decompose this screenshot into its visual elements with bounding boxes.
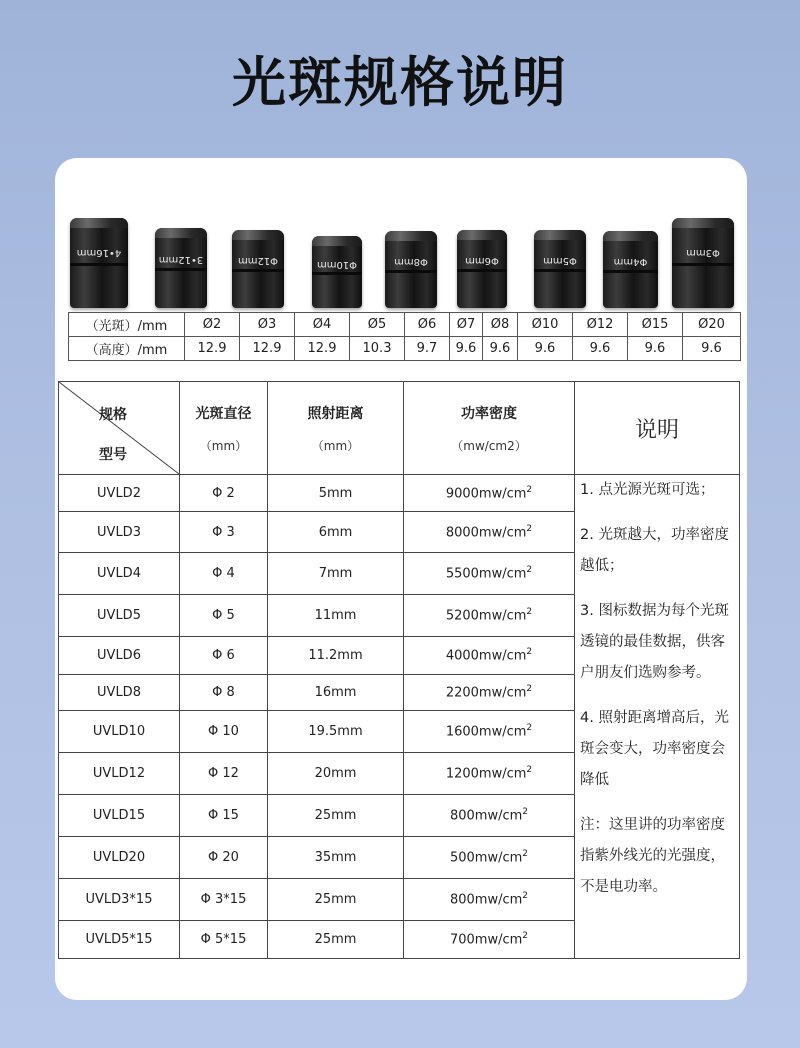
distance-cell: 5mm (268, 475, 404, 512)
spot-cell: Ø15 (628, 313, 683, 337)
model-header-label: 型号 (99, 447, 127, 463)
density-header (404, 382, 575, 475)
spot-row (69, 313, 741, 337)
lens-image (534, 230, 586, 308)
density-value: 800mw/cm (449, 808, 523, 824)
height-cell: 12.9 (240, 337, 295, 361)
height-cell: 9.6 (628, 337, 683, 361)
distance-cell: 7mm (268, 553, 404, 595)
lens-label: Φ5mm (543, 254, 577, 266)
height-cell: 9.6 (450, 337, 483, 361)
note-item: 注：这里讲的功率密度指紫外线光的光强度，不是电功率。 (580, 817, 725, 895)
lens-image (312, 236, 362, 308)
diameter-cell: Φ 5*15 (180, 921, 268, 959)
lens-image (385, 231, 437, 308)
height-cell: 9.6 (683, 337, 741, 361)
height-cell: 9.6 (573, 337, 628, 361)
diameter-cell: Φ 5 (180, 595, 268, 637)
density-unit-superscript: 2 (526, 684, 533, 695)
density-value: 5200mw/cm (445, 608, 527, 624)
height-cell: 12.9 (295, 337, 350, 361)
distance-cell: 25mm (268, 921, 404, 959)
distance-cell: 16mm (268, 675, 404, 711)
distance-cell: 6mm (268, 512, 404, 553)
distance-cell: 35mm (268, 837, 404, 879)
density-value: 800mw/cm (449, 892, 523, 908)
lens-image (232, 230, 284, 308)
distance-header-unit: （mm） (311, 438, 360, 453)
density-unit-superscript: 2 (526, 484, 533, 495)
spot-cell: Ø4 (295, 313, 350, 337)
density-cell (404, 921, 575, 959)
height-cell: 12.9 (185, 337, 240, 361)
distance-cell: 19.5mm (268, 711, 404, 753)
spot-cell: Ø10 (518, 313, 573, 337)
diameter-cell: Φ 10 (180, 711, 268, 753)
spot-cell: Ø6 (405, 313, 450, 337)
model-cell: UVLD20 (59, 837, 180, 879)
lens-label: Φ8mm (394, 255, 428, 267)
row-label: （高度）/mm (69, 337, 185, 361)
table-row (59, 475, 740, 512)
diameter-header-unit: （mm） (199, 438, 248, 453)
model-cell: UVLD2 (59, 475, 180, 512)
model-cell: UVLD10 (59, 711, 180, 753)
density-cell (404, 512, 575, 553)
model-cell: UVLD6 (59, 637, 180, 675)
density-value: 500mw/cm (449, 850, 523, 866)
lens-image (155, 228, 207, 308)
density-value: 5500mw/cm (445, 566, 527, 582)
spec-card (55, 158, 747, 1000)
lens-image (603, 231, 658, 308)
spot-cell: Ø12 (573, 313, 628, 337)
density-cell (404, 795, 575, 837)
distance-cell: 20mm (268, 753, 404, 795)
lens-label: 3•12mm (158, 253, 204, 265)
height-cell: 9.6 (483, 337, 518, 361)
lens-label: Φ6mm (465, 254, 499, 266)
density-header-unit: （mw/cm2） (451, 438, 527, 453)
height-cell: 10.3 (350, 337, 405, 361)
density-unit-superscript: 2 (526, 723, 533, 734)
density-unit-superscript: 2 (522, 891, 529, 902)
density-value: 8000mw/cm (445, 525, 527, 541)
diameter-cell: Φ 15 (180, 795, 268, 837)
model-cell: UVLD5 (59, 595, 180, 637)
density-value: 1600mw/cm (445, 724, 527, 740)
lens-image (70, 218, 128, 308)
spot-cell: Ø20 (683, 313, 741, 337)
density-unit-superscript: 2 (522, 807, 529, 818)
lens-image (672, 218, 734, 308)
lens-label: 4•16mm (76, 246, 122, 258)
density-cell (404, 553, 575, 595)
density-unit-superscript: 2 (522, 931, 529, 942)
distance-cell: 11mm (268, 595, 404, 637)
page-title: 光斑规格说明 (232, 51, 568, 114)
table-header-row (59, 382, 740, 475)
diameter-header (180, 382, 268, 475)
model-cell: UVLD3 (59, 512, 180, 553)
height-row (69, 337, 741, 361)
density-cell (404, 879, 575, 921)
distance-cell: 25mm (268, 795, 404, 837)
note-item: 4. 照射距离增高后，光斑会变大，功率密度会降低 (580, 710, 729, 788)
note-item: 3. 图标数据为每个光斑透镜的最佳数据，供客户朋友们选购参考。 (580, 603, 729, 681)
diameter-cell: Φ 2 (180, 475, 268, 512)
diameter-cell: Φ 20 (180, 837, 268, 879)
distance-header (268, 382, 404, 475)
distance-cell: 25mm (268, 879, 404, 921)
row-label: （光斑）/mm (69, 313, 185, 337)
diameter-header-label: 光斑直径 (195, 405, 252, 422)
density-unit-superscript: 2 (522, 849, 529, 860)
model-cell: UVLD12 (59, 753, 180, 795)
density-cell (404, 595, 575, 637)
table-body (59, 475, 740, 959)
height-cell: 9.6 (518, 337, 573, 361)
distance-header-label: 照射距离 (307, 405, 364, 422)
diameter-cell: Φ 4 (180, 553, 268, 595)
density-value: 9000mw/cm (445, 486, 527, 502)
model-cell: UVLD15 (59, 795, 180, 837)
notes-cell (575, 475, 740, 959)
density-cell (404, 753, 575, 795)
model-cell: UVLD5*15 (59, 921, 180, 959)
density-value: 4000mw/cm (445, 648, 527, 664)
spec-table (58, 381, 740, 959)
note-item: 2. 光斑越大，功率密度越低； (580, 527, 729, 574)
diameter-cell: Φ 6 (180, 637, 268, 675)
density-unit-superscript: 2 (526, 565, 533, 576)
density-value: 2200mw/cm (445, 685, 527, 701)
lens-image (457, 230, 507, 308)
density-cell (404, 675, 575, 711)
explain-header: 说明 (575, 382, 740, 475)
lens-label: Φ12mm (237, 254, 279, 266)
spot-cell: Ø5 (350, 313, 405, 337)
diameter-cell: Φ 8 (180, 675, 268, 711)
density-cell (404, 837, 575, 879)
density-cell (404, 711, 575, 753)
density-unit-superscript: 2 (526, 523, 533, 534)
spot-cell: Ø7 (450, 313, 483, 337)
density-cell (404, 637, 575, 675)
model-cell: UVLD3*15 (59, 879, 180, 921)
lens-label: Φ4mm (613, 255, 648, 267)
density-unit-superscript: 2 (526, 647, 533, 658)
model-cell: UVLD4 (59, 553, 180, 595)
density-header-label: 功率密度 (461, 405, 517, 422)
spec-model-header (59, 382, 180, 475)
density-value: 1200mw/cm (445, 766, 527, 782)
lens-label: Φ10mm (316, 259, 358, 271)
model-cell: UVLD8 (59, 675, 180, 711)
lens-label: Φ3mm (686, 246, 720, 258)
density-unit-superscript: 2 (526, 607, 533, 618)
density-value: 700mw/cm (449, 932, 523, 948)
spot-cell: Ø2 (185, 313, 240, 337)
height-cell: 9.7 (405, 337, 450, 361)
diameter-cell: Φ 3 (180, 512, 268, 553)
density-cell (404, 475, 575, 512)
spot-cell: Ø8 (483, 313, 518, 337)
distance-cell: 11.2mm (268, 637, 404, 675)
density-unit-superscript: 2 (526, 765, 533, 776)
spot-cell: Ø3 (240, 313, 295, 337)
note-item: 1. 点光源光斑可选； (580, 482, 715, 498)
spot-height-table (68, 312, 741, 361)
diameter-cell: Φ 3*15 (180, 879, 268, 921)
lens-row (70, 198, 740, 308)
spec-header-label: 规格 (99, 407, 127, 423)
diameter-cell: Φ 12 (180, 753, 268, 795)
